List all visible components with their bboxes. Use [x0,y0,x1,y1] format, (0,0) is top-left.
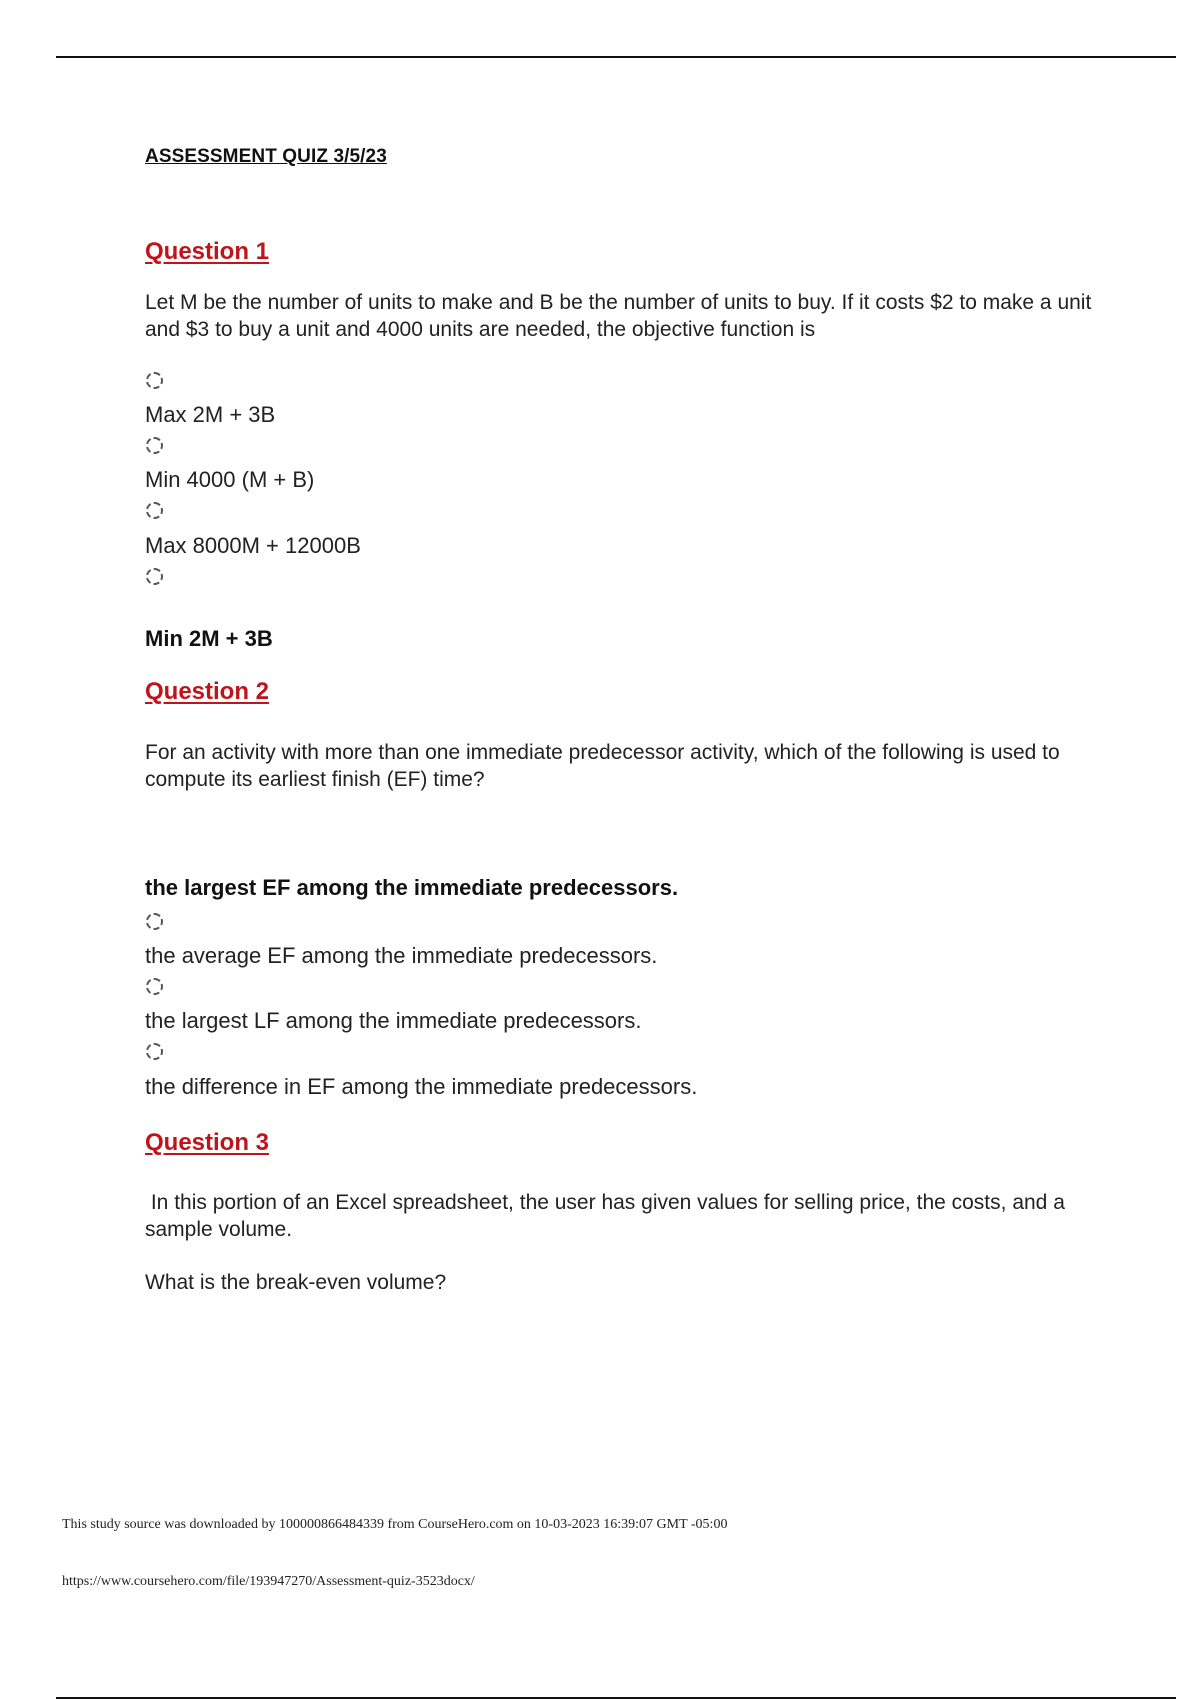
question-3-prompt: What is the break-even volume? [145,1271,447,1294]
document-title: ASSESSMENT QUIZ 3/5/23 [145,146,387,167]
q2-option-3-radio[interactable] [146,978,163,995]
source-url[interactable]: https://www.coursehero.com/file/193947270/Assessment-quiz-3523docx/ [62,1574,475,1589]
q1-option-4-radio[interactable] [146,568,163,585]
q1-option-1-radio[interactable] [146,372,163,389]
q1-option-2-label: Min 4000 (M + B) [145,467,315,492]
question-2-heading: Question 2 [145,678,270,705]
question-1-text: Let M be the number of units to make and B be the number of units to buy. If it costs $2 to make a unit and $3 to buy a unit and 4000 units are needed, the objective function is [145,291,1092,341]
question-1-heading: Question 1 [145,238,270,265]
q2-option-4-radio[interactable] [146,1043,163,1060]
q1-option-2-radio[interactable] [146,437,163,454]
q2-option-2-radio[interactable] [146,913,163,930]
q2-option-1-label: the largest EF among the immediate predecessors. [145,875,679,900]
q2-option-4-label: the difference in EF among the immediate predecessors. [145,1074,698,1099]
question-3-heading: Question 3 [145,1129,270,1156]
question-2-text: For an activity with more than one immediate predecessor activity, which of the following is used to compute its earliest finish (EF) time? [145,741,1060,791]
bottom-rule [56,1697,1176,1699]
top-rule [56,56,1176,58]
q1-option-1-label: Max 2M + 3B [145,402,276,427]
q2-option-3-label: the largest LF among the immediate predecessors. [145,1008,642,1033]
question-3-text: In this portion of an Excel spreadsheet, the user has given values for selling price, the costs, and a sample volume. [145,1191,1071,1241]
download-source-line: This study source was downloaded by 100000866484339 from CourseHero.com on 10-03-2023 16:39:07 GMT -05:00 [62,1517,728,1532]
q1-option-4-label: Min 2M + 3B [145,626,273,651]
q1-option-3-radio[interactable] [146,502,163,519]
q1-option-3-label: Max 8000M + 12000B [145,533,361,558]
q2-option-2-label: the average EF among the immediate predecessors. [145,943,658,968]
